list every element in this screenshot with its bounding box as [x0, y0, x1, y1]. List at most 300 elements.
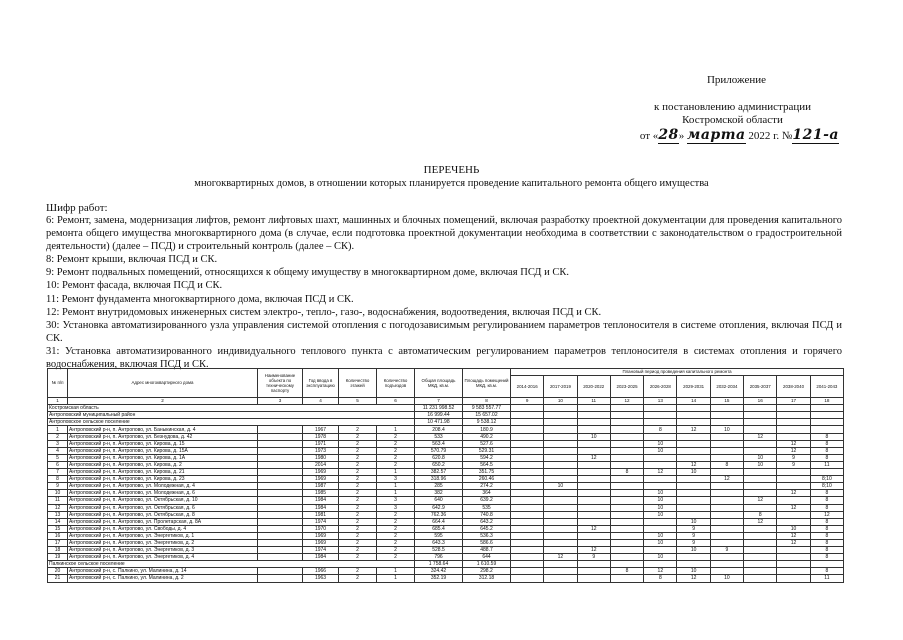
period-cell: 8	[810, 518, 843, 525]
row-object-name	[258, 497, 303, 504]
period-cell	[610, 532, 643, 539]
row-year: 1966	[303, 568, 339, 575]
row-floors: 2	[339, 440, 377, 447]
period-cell	[577, 461, 610, 468]
row-number: 15	[48, 525, 68, 532]
row-year: 1967	[303, 426, 339, 433]
period-cell	[544, 426, 577, 433]
row-floors: 2	[339, 518, 377, 525]
row-number: 9	[48, 483, 68, 490]
period-cell	[744, 504, 777, 511]
row-year: 1969	[303, 539, 339, 546]
summary-premises-area: 15 657.02	[463, 412, 511, 419]
row-entrances: 1	[377, 483, 415, 490]
summary-total-area: 10 471.98	[415, 419, 463, 426]
period-cell	[777, 511, 810, 518]
row-floors: 2	[339, 454, 377, 461]
period-cell	[577, 476, 610, 483]
period-cell	[710, 511, 743, 518]
period-cell	[511, 532, 544, 539]
period-cell	[710, 568, 743, 575]
row-entrances: 1	[377, 575, 415, 582]
date-month: марта	[687, 127, 746, 143]
row-object-name	[258, 575, 303, 582]
period-cell	[677, 561, 710, 568]
row-year: 1974	[303, 518, 339, 525]
row-total-area: 208.4	[415, 426, 463, 433]
region-row	[48, 405, 844, 412]
row-year: 1969	[303, 469, 339, 476]
row-premises-area: 594.2	[463, 454, 511, 461]
row-floors: 2	[339, 539, 377, 546]
row-year: 1984	[303, 497, 339, 504]
row-total-area: 285	[415, 483, 463, 490]
row-address: Антроповский р-н, п. Антропово, ул. Свободы, д. 4	[68, 525, 258, 532]
row-number: 17	[48, 539, 68, 546]
table-row	[48, 525, 844, 532]
decree-reference	[654, 101, 811, 127]
period-cell: 12	[577, 525, 610, 532]
column-number: 2	[68, 398, 258, 405]
row-number: 4	[48, 447, 68, 454]
period-cell	[644, 454, 677, 461]
period-cell: 10	[677, 518, 710, 525]
period-cell	[511, 554, 544, 561]
period-cell: 8	[810, 568, 843, 575]
row-object-name	[258, 483, 303, 490]
row-total-area: 324.42	[415, 568, 463, 575]
row-premises-area: 298.2	[463, 568, 511, 575]
period-cell	[544, 539, 577, 546]
row-object-name	[258, 461, 303, 468]
row-number: 21	[48, 575, 68, 582]
period-cell	[610, 454, 643, 461]
period-cell	[610, 483, 643, 490]
row-total-area: 382	[415, 490, 463, 497]
row-total-area: 352.19	[415, 575, 463, 582]
row-total-area: 563.4	[415, 440, 463, 447]
period-cell	[744, 412, 777, 419]
period-cell	[511, 490, 544, 497]
row-object-name	[258, 518, 303, 525]
row-object-name	[258, 454, 303, 461]
settlement-row	[48, 561, 844, 568]
row-entrances: 2	[377, 511, 415, 518]
column-number: 10	[544, 398, 577, 405]
period-header: 2026-2028	[644, 376, 677, 398]
period-cell	[744, 568, 777, 575]
row-floors: 2	[339, 497, 377, 504]
row-address: Антроповский р-н, п. Антропово, ул. Энергетиков, д. 2	[68, 539, 258, 546]
period-cell	[610, 405, 643, 412]
period-cell	[744, 483, 777, 490]
period-cell	[577, 419, 610, 426]
table-row	[48, 547, 844, 554]
period-cell	[810, 419, 843, 426]
period-cell: 11	[810, 575, 843, 582]
period-cell: 12	[677, 575, 710, 582]
row-address: Антроповский р-н, п. Антропово, ул. Кирова, д. 15А	[68, 447, 258, 454]
period-header: 2041-2043	[810, 376, 843, 398]
row-premises-area: 645.2	[463, 525, 511, 532]
row-year: 1969	[303, 532, 339, 539]
period-cell	[677, 511, 710, 518]
period-header: 2020-2022	[577, 376, 610, 398]
row-entrances: 2	[377, 433, 415, 440]
row-number: 14	[48, 518, 68, 525]
header-year: Год ввода в эксплуатацию	[303, 369, 339, 398]
period-cell: 12	[744, 497, 777, 504]
period-cell	[544, 497, 577, 504]
row-total-area: 570.79	[415, 447, 463, 454]
table-row	[48, 518, 844, 525]
row-object-name	[258, 476, 303, 483]
period-cell: 10	[544, 483, 577, 490]
period-cell	[810, 412, 843, 419]
period-cell	[777, 554, 810, 561]
period-cell	[710, 504, 743, 511]
work-codes-list	[46, 214, 842, 371]
period-header: 2032-2034	[710, 376, 743, 398]
period-cell	[710, 454, 743, 461]
row-address: Антроповский р-н, п. Антропово, ул. Кирова, д. 15	[68, 440, 258, 447]
row-premises-area: 490.2	[463, 433, 511, 440]
document-subtitle: многоквартирных домов, в отношении которых планируется проведение капитального ремонта общего имущества	[194, 178, 709, 189]
period-cell	[544, 461, 577, 468]
work-code-10: 10: Ремонт фасада, включая ПСД и СК.	[46, 280, 223, 292]
period-cell	[610, 497, 643, 504]
period-cell: 10	[577, 433, 610, 440]
row-address: Антроповский р-н, п. Антропово, ул. Молодежная, д. 4	[68, 483, 258, 490]
column-number: 8	[463, 398, 511, 405]
period-cell	[744, 554, 777, 561]
period-cell	[710, 440, 743, 447]
period-cell	[511, 454, 544, 461]
header-num: № п/п	[48, 369, 68, 398]
period-cell	[777, 568, 810, 575]
row-premises-area: 274.2	[463, 483, 511, 490]
period-cell	[511, 504, 544, 511]
period-cell: 9	[677, 532, 710, 539]
row-object-name	[258, 539, 303, 546]
column-number: 15	[710, 398, 743, 405]
period-cell: 8	[610, 469, 643, 476]
period-cell: 12	[777, 504, 810, 511]
period-cell: 10	[677, 547, 710, 554]
summary-premises-area: 1 610.59	[463, 561, 511, 568]
row-floors: 2	[339, 525, 377, 532]
period-cell	[744, 547, 777, 554]
row-year: 1963	[303, 575, 339, 582]
summary-label: Антроповский муниципальный район	[48, 412, 415, 419]
period-cell	[544, 532, 577, 539]
period-cell	[610, 490, 643, 497]
row-year: 1985	[303, 490, 339, 497]
column-number: 3	[258, 398, 303, 405]
row-premises-area: 351.75	[463, 469, 511, 476]
row-address: Антроповский р-н, п. Антропово, ул. Кирова, д. 23	[68, 476, 258, 483]
row-floors: 2	[339, 511, 377, 518]
period-cell	[544, 440, 577, 447]
row-premises-area: 639.2	[463, 497, 511, 504]
repair-schedule-table	[47, 368, 844, 583]
period-cell	[511, 412, 544, 419]
period-cell: 8;10	[810, 476, 843, 483]
summary-total-area: 1 758.64	[415, 561, 463, 568]
period-cell	[644, 419, 677, 426]
period-cell	[710, 561, 743, 568]
row-floors: 2	[339, 554, 377, 561]
period-cell	[644, 561, 677, 568]
period-cell: 10	[644, 511, 677, 518]
row-year: 1980	[303, 454, 339, 461]
row-premises-area: 643.2	[463, 518, 511, 525]
period-cell	[511, 433, 544, 440]
row-object-name	[258, 532, 303, 539]
period-cell	[544, 412, 577, 419]
period-cell: 9	[777, 461, 810, 468]
period-cell: 12	[777, 490, 810, 497]
row-total-area: 528.5	[415, 547, 463, 554]
period-cell: 8	[610, 568, 643, 575]
row-total-area: 796	[415, 554, 463, 561]
row-floors: 2	[339, 490, 377, 497]
row-premises-area: 529.31	[463, 447, 511, 454]
column-number: 7	[415, 398, 463, 405]
table-row	[48, 433, 844, 440]
row-number: 18	[48, 547, 68, 554]
period-cell	[577, 532, 610, 539]
period-cell	[644, 476, 677, 483]
period-cell	[710, 405, 743, 412]
row-premises-area: 535	[463, 504, 511, 511]
period-cell	[710, 419, 743, 426]
column-number: 4	[303, 398, 339, 405]
row-floors: 2	[339, 547, 377, 554]
row-total-area: 595	[415, 532, 463, 539]
row-floors: 2	[339, 433, 377, 440]
period-cell: 10	[644, 539, 677, 546]
period-cell: 12	[677, 426, 710, 433]
period-cell	[744, 419, 777, 426]
row-address: Антроповский р-н, п. Антропово, ул. Кирова, д. 21	[68, 469, 258, 476]
column-number: 5	[339, 398, 377, 405]
column-number: 13	[644, 398, 677, 405]
decree-line-2: Костромской области	[682, 114, 783, 126]
row-floors: 2	[339, 575, 377, 582]
period-header: 2035-2037	[744, 376, 777, 398]
period-cell	[744, 469, 777, 476]
period-cell	[710, 483, 743, 490]
row-object-name	[258, 504, 303, 511]
period-cell	[810, 561, 843, 568]
period-cell	[644, 461, 677, 468]
work-code-8: 8: Ремонт крыши, включая ПСД и СК.	[46, 254, 218, 266]
period-cell	[610, 561, 643, 568]
row-total-area: 650.2	[415, 461, 463, 468]
period-cell: 12	[777, 532, 810, 539]
period-cell	[710, 518, 743, 525]
period-cell	[744, 525, 777, 532]
column-number: 16	[744, 398, 777, 405]
appendix-label: Приложение	[706, 74, 766, 86]
period-cell	[610, 433, 643, 440]
period-cell: 10	[644, 532, 677, 539]
period-cell	[577, 440, 610, 447]
row-number: 10	[48, 490, 68, 497]
work-code-30: 30: Установка автоматизированного узла управления системой отопления с погодозависимым регулированием параметров теплоносителя в системе отопления, включая ПСД и СК.	[46, 319, 842, 344]
table-row	[48, 447, 844, 454]
period-cell	[677, 440, 710, 447]
period-cell	[511, 547, 544, 554]
summary-premises-area: 9 583 557.77	[463, 405, 511, 412]
period-cell	[610, 511, 643, 518]
row-entrances: 3	[377, 504, 415, 511]
period-cell: 10	[644, 554, 677, 561]
row-address: Антроповский р-н, п. Антропово, ул. Молодежная, д. 6	[68, 490, 258, 497]
period-cell	[777, 518, 810, 525]
period-cell	[577, 504, 610, 511]
period-cell	[777, 419, 810, 426]
row-floors: 2	[339, 504, 377, 511]
row-number: 7	[48, 469, 68, 476]
row-year: 1984	[303, 504, 339, 511]
period-cell	[710, 447, 743, 454]
period-cell	[511, 518, 544, 525]
row-address: Антроповский р-н, п. Антропово, ул. Безнудова, д. 42	[68, 433, 258, 440]
column-number: 11	[577, 398, 610, 405]
period-cell	[644, 518, 677, 525]
row-entrances: 2	[377, 447, 415, 454]
period-cell	[544, 419, 577, 426]
table-row	[48, 497, 844, 504]
table-row	[48, 532, 844, 539]
period-cell	[677, 504, 710, 511]
column-number: 14	[677, 398, 710, 405]
period-cell	[610, 504, 643, 511]
table-row	[48, 504, 844, 511]
period-cell	[511, 419, 544, 426]
period-cell	[744, 532, 777, 539]
period-cell: 12	[744, 433, 777, 440]
period-cell	[777, 426, 810, 433]
summary-total-area: 11 231 998.52	[415, 405, 463, 412]
period-cell: 9	[777, 454, 810, 461]
row-premises-area: 312.18	[463, 575, 511, 582]
period-cell: 10	[677, 568, 710, 575]
row-premises-area: 586.6	[463, 539, 511, 546]
period-cell: 12	[577, 547, 610, 554]
period-cell	[710, 412, 743, 419]
row-number: 19	[48, 554, 68, 561]
period-cell: 8	[710, 461, 743, 468]
period-cell	[577, 426, 610, 433]
period-header: 2014-2016	[511, 376, 544, 398]
period-cell	[777, 469, 810, 476]
header-premises-area: Площадь помещений МКД, кв.м.	[463, 369, 511, 398]
period-cell: 8	[644, 575, 677, 582]
decree-date	[640, 127, 839, 143]
period-cell	[544, 525, 577, 532]
row-entrances: 3	[377, 476, 415, 483]
period-cell	[744, 539, 777, 546]
period-cell	[577, 405, 610, 412]
period-cell	[544, 476, 577, 483]
header-floors: Количество этажей	[339, 369, 377, 398]
row-number: 6	[48, 461, 68, 468]
row-entrances: 3	[377, 497, 415, 504]
period-cell	[777, 476, 810, 483]
row-object-name	[258, 547, 303, 554]
period-cell	[577, 412, 610, 419]
table-row	[48, 476, 844, 483]
period-cell	[677, 490, 710, 497]
period-cell	[777, 547, 810, 554]
row-premises-area: 644	[463, 554, 511, 561]
period-cell	[511, 447, 544, 454]
period-cell: 8	[644, 426, 677, 433]
period-cell	[644, 483, 677, 490]
period-cell	[710, 554, 743, 561]
period-cell: 10	[777, 525, 810, 532]
period-cell: 10	[677, 469, 710, 476]
period-cell	[710, 539, 743, 546]
row-premises-area: 740.8	[463, 511, 511, 518]
row-floors: 2	[339, 483, 377, 490]
row-number: 11	[48, 497, 68, 504]
period-cell	[610, 461, 643, 468]
period-cell: 12	[644, 568, 677, 575]
row-address: Антроповский р-н, с. Палкино, ул. Малинина, д. 14	[68, 568, 258, 575]
period-cell	[577, 511, 610, 518]
row-year: 1987	[303, 483, 339, 490]
period-cell: 8	[810, 532, 843, 539]
header-period: Плановый период проведения капитального ремонта	[511, 369, 844, 376]
row-entrances: 2	[377, 440, 415, 447]
row-object-name	[258, 433, 303, 440]
row-entrances: 1	[377, 568, 415, 575]
period-cell	[710, 469, 743, 476]
header-address: Адрес многоквартирного дома	[68, 369, 258, 398]
row-total-area: 620.8	[415, 454, 463, 461]
summary-total-area: 16 999.44	[415, 412, 463, 419]
table-row	[48, 454, 844, 461]
row-floors: 2	[339, 461, 377, 468]
period-cell	[511, 568, 544, 575]
work-code-6: 6: Ремонт, замена, модернизация лифтов, ремонт лифтовых шахт, машинных и блочных помещений, включая разработку проектной документации для проведения капитального ремонта общего имущества многоквартирного дома (в случае, если подготовка проектной документации необходима в соответствии с законодательством о градостроительной деятельности) (далее – ПСД) и строительный контроль (далее – СК).	[46, 215, 842, 253]
row-total-area: 533	[415, 433, 463, 440]
row-year: 1974	[303, 547, 339, 554]
period-cell	[744, 575, 777, 582]
period-cell: 12	[777, 539, 810, 546]
row-entrances: 2	[377, 547, 415, 554]
row-year: 1978	[303, 433, 339, 440]
period-cell	[677, 412, 710, 419]
row-address: Антроповский р-н, п. Антропово, ул. Баныкинская, д. 4	[68, 426, 258, 433]
period-cell	[677, 497, 710, 504]
row-premises-area: 527.6	[463, 440, 511, 447]
row-entrances: 1	[377, 490, 415, 497]
period-cell: 12	[577, 454, 610, 461]
period-cell	[577, 490, 610, 497]
period-cell	[511, 461, 544, 468]
period-cell: 8	[810, 497, 843, 504]
table-row	[48, 539, 844, 546]
period-cell	[544, 575, 577, 582]
period-cell	[777, 483, 810, 490]
row-year: 1971	[303, 440, 339, 447]
period-cell	[511, 525, 544, 532]
